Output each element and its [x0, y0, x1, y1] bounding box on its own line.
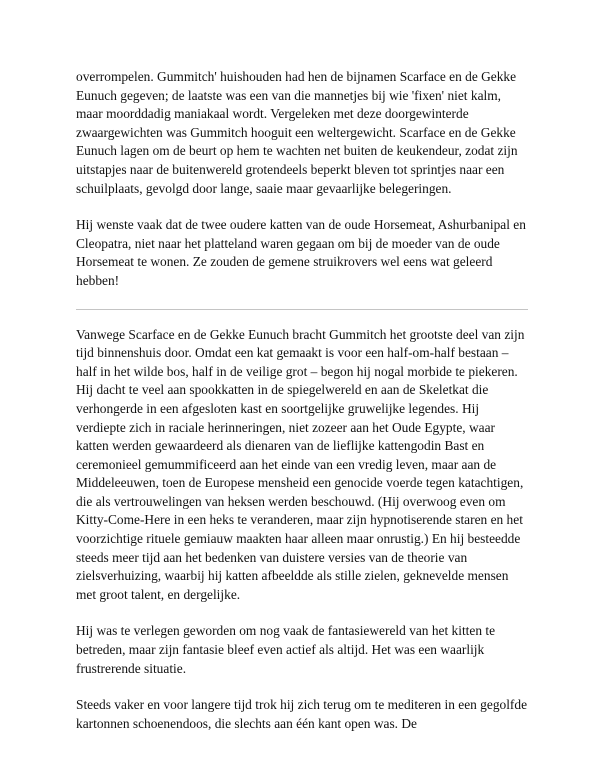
paragraph: Vanwege Scarface en de Gekke Eunuch bracht Gummitch het grootste deel van zijn tijd binnenshuis door. Omdat een kat gemaakt is voor een half-om-half bestaan – half in het wilde bos, half in de veilige grot – begon hij nogal morbide te piekeren. Hij dacht te veel aan spookkatten in de spiegelwereld en aan de Skeletkat die verhongerde in een afgesloten kast en soortgelijke gruwelijke legendes. Hij verdiepte zich in raciale herinneringen, niet zozeer aan het Oude Egypte, waar katten werden gewaardeerd als dienaren van de lieflijke kattengodin Bast en ceremonieel gemummificeerd aan het einde van een vredig leven, maar aan de Middeleeuwen, toen de Europese mensheid een genocide voerde tegen katachtigen, die als vertrouwelingen van heksen werden beschouwd. (Hij overwoog even om Kitty-Come-Here in een heks te veranderen, maar zijn hypnotiserende staren en het voorzichtige rituele gemiauw maakten haar alleen maar onrustig.) En hij besteedde steeds meer tijd aan het bedenken van duistere versies van de theorie van zielsverhuizing, waarbij hij katten afbeeldde als stille zielen, geknevelde mensen met groot talent, en dergelijke.	[76, 326, 525, 602]
paragraph: Steeds vaker en voor langere tijd trok hij zich terug om te mediteren in een gegolfde kartonnen schoenendoos, die slechts aan één kant open was. De	[76, 697, 528, 731]
paragraph: Hij was te verlegen geworden om nog vaak de fantasiewereld van het kitten te betreden, maar zijn fantasie bleef even actief als altijd. Het was een waarlijk frustrerende situatie.	[76, 623, 496, 676]
paragraph: overrompelen. Gummitch' huishouden had hen de bijnamen Scarface en de Gekke Eunuch gegeven; de laatste was een van die mannetjes bij wie 'fixen' niet kalm, maar moorddadig maniakaal wordt. Vergeleken met deze doorgewinterde zwaargewichten was Gummitch hooguit een weltergewicht. Scarface en de Gekke Eunuch lagen om de beurt op hem te wachten net buiten de keukendeur, zodat zijn uitstapjes naar de buitenwereld grotendeels beperkt bleven tot sprintjes naar een schuilplaats, gevolgd door lange, saaie maar gevaarlijke belegeringen.	[76, 69, 518, 196]
paragraph: Hij wenste vaak dat de twee oudere katten van de oude Horsemeat, Ashurbanipal en Cleopatra, niet naar het platteland waren gegaan om bij de moeder van de oude Horsemeat te wonen. Ze zouden de gemene struikrovers wel eens wat geleerd hebben!	[76, 217, 526, 288]
document-page	[76, 68, 528, 751]
section-divider	[76, 309, 528, 310]
